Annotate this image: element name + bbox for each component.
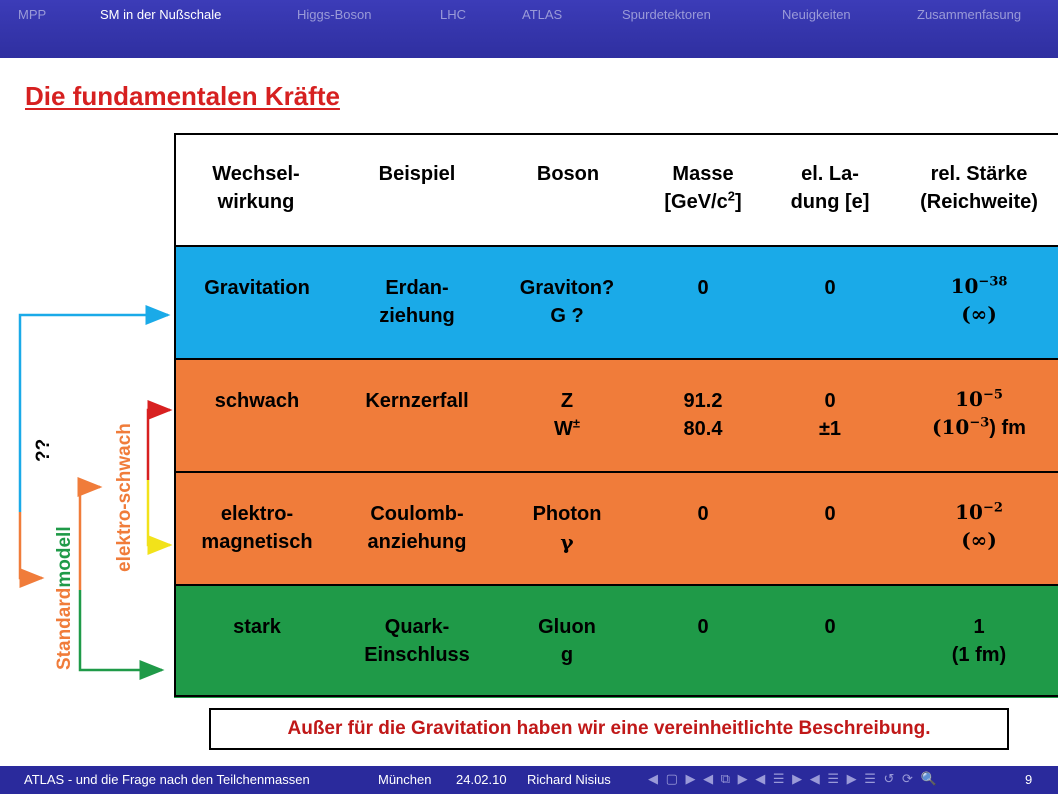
cell-charge [800,387,860,443]
header-text: Beispiel [378,163,456,185]
row-divider [174,584,1058,586]
page-number: 9 [1025,772,1033,787]
beamer-nav-controls[interactable]: ◀ ▢ ▶ ◀ ⧉ ▶ ◀ ☰ ▶ ◀ ☰ ▶ ☰ ↺ ⟳ 🔍 [648,771,939,786]
header-text [648,188,758,216]
arrow-stark [80,590,162,670]
cell-strength [919,498,1039,554]
cell-text: W [553,418,573,440]
arrow-gravitation [20,315,168,512]
cell-strength [919,272,1039,328]
cell-text: 0 [824,503,836,525]
cell-exponent: −38 [978,274,1008,290]
row-divider [174,358,1058,360]
cell-text: γ [560,530,574,554]
unification-note: Außer für die Gravitation haben wir eine vereinheitlichte Beschreibung. [209,708,1009,750]
nav-item-lhc[interactable]: LHC [440,7,467,22]
nav-item-mpp[interactable]: MPP [18,7,47,22]
cell-text: g [560,644,574,666]
cell-text: G ? [550,305,584,327]
cell-interaction [192,274,322,302]
nav-item-sm[interactable]: SM in der Nußschale [100,7,222,22]
label-part: modell [54,526,75,588]
nav-item-neuigkeiten[interactable]: Neuigkeiten [782,7,851,22]
nav-item-atlas[interactable]: ATLAS [522,7,563,22]
cell-interaction [192,613,322,641]
label-standardmodell [54,526,76,670]
cell-example [365,274,469,330]
arrow-schwach [148,410,170,480]
cell-text: Photon [532,503,602,525]
label-unknown: ?? [33,438,54,462]
cell-text: stark [233,616,281,638]
header-superscript: 2 [727,188,735,204]
cell-boson [508,274,626,330]
label-part: Stan [54,628,75,670]
cell-text: 1 [973,616,985,638]
header-text: wirkung [217,191,295,213]
cell-text: Graviton? [519,277,615,299]
cell-text: Einschluss [364,644,470,666]
cell-text: ziehung [379,305,455,327]
cell-charge [808,500,852,528]
cell-strength [914,385,1044,442]
grouping-arrows [0,290,180,690]
cell-boson [522,613,612,669]
cell-text: Z [560,390,574,412]
arrow-standardmodell [20,512,42,578]
cell-text: Gravitation [204,277,310,299]
cell-charge [808,613,852,641]
cell-text: 91.2 [683,390,723,412]
cell-exponent: −3 [969,415,990,431]
cell-text: 10 [955,500,983,524]
cell-text: 0 [824,390,836,412]
header-wechselwirkung [206,160,306,216]
header-beispiel [365,160,469,188]
cell-mass [680,613,726,641]
footer-place: München [378,772,432,787]
cell-strength [919,613,1039,669]
cell-exponent: −2 [982,500,1003,516]
cell-text: (∞) [961,528,997,552]
arrow-elektromagnetisch [148,480,170,545]
cell-text: anziehung [367,531,467,553]
cell-boson [527,387,607,443]
header-staerke [908,160,1050,216]
header-ladung [778,160,882,216]
cell-text: (10 [932,415,970,439]
header-text: Wechsel- [212,163,300,185]
cell-text: 0 [697,503,709,525]
nav-item-spurdetektoren[interactable]: Spurdetektoren [622,7,711,22]
cell-text: (∞) [961,302,997,326]
footer-date: 24.02.10 [456,772,507,787]
cell-exponent: −5 [982,387,1003,403]
cell-text: Erdan- [385,277,449,299]
label-elektroschwach: elektro-schwach [114,423,135,572]
label-part: dard [54,587,75,629]
nav-item-higgs[interactable]: Higgs-Boson [297,7,372,22]
cell-interaction [192,500,322,556]
cell-text: (1 fm) [951,644,1007,666]
header-text: (Reichweite) [920,191,1038,213]
footer-bar [0,766,1058,794]
cell-text: ) fm [989,417,1026,439]
page-title: Die fundamentalen Kräfte [25,81,340,111]
row-divider [174,245,1058,247]
cell-text: 0 [697,277,709,299]
cell-mass [670,387,736,443]
cell-text: Quark- [384,616,450,638]
cell-text: 10 [955,387,983,411]
section-navigation [0,0,1058,30]
cell-interaction [192,387,322,415]
header-masse [648,160,758,216]
cell-text: schwach [214,390,300,412]
row-divider [174,471,1058,473]
cell-example [352,613,482,669]
cell-mass [680,274,726,302]
cell-example [356,500,478,556]
cell-text: 0 [697,616,709,638]
top-navigation-bar [0,0,1058,58]
cell-text: 0 [824,277,836,299]
cell-example [350,387,484,415]
cell-mass [680,500,726,528]
header-text: ] [734,191,742,213]
header-text: Boson [536,163,600,185]
cell-text: ±1 [818,418,842,440]
cell-text: Gluon [538,616,596,638]
cell-text: 10 [950,274,979,298]
cell-superscript: ± [572,415,581,431]
cell-text: 80.4 [683,418,723,440]
cell-boson [517,500,617,556]
cell-text: Coulomb- [370,503,464,525]
footer-talk-title: ATLAS - und die Frage nach den Teilchenmassen [24,772,310,787]
header-text: Masse [672,163,734,185]
cell-text: magnetisch [201,531,313,553]
header-text: dung [e] [790,191,870,213]
cell-text: Kernzerfall [365,390,469,412]
cell-text: elektro- [220,503,294,525]
header-text: rel. Stärke [930,163,1028,185]
arrow-elektroschwach [80,487,100,590]
footer-author: Richard Nisius [527,772,611,787]
header-text: el. La- [801,163,859,185]
header-boson [520,160,616,188]
cell-text: 0 [824,616,836,638]
header-text: [GeV/c [664,191,728,213]
cell-charge [808,274,852,302]
nav-item-zusammenfasung[interactable]: Zusammenfasung [917,7,1022,22]
